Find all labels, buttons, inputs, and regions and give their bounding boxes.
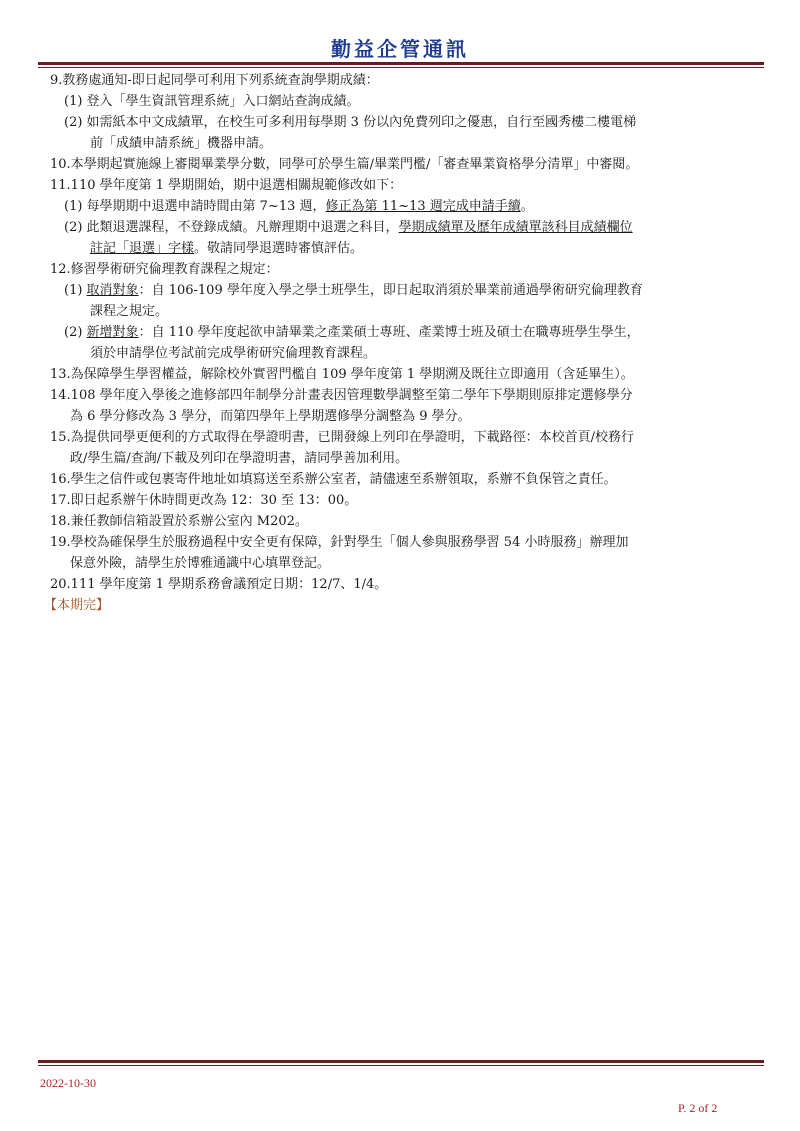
emphasis-text: 學期成績單及歷年成績單該科目成績欄位 xyxy=(398,220,633,235)
item-15: 15.為提供同學更便利的方式取得在學證明書，已開發線上列印在學證明，下載路徑：本校首頁/校務行 xyxy=(50,430,635,445)
footer-rule xyxy=(38,1060,764,1063)
newsletter-title: 勤益企管通訊 xyxy=(331,37,469,61)
item-11-sub-2: (2) 此類退選課程，不登錄成績。凡辦理期中退選之科目，學期成績單及歷年成績單該科目成績欄位 xyxy=(64,220,633,235)
item-10: 10.本學期起實施線上審閱畢業學分數，同學可於學生篇/畢業門檻/「審查畢業資格學分清單」中審閱。 xyxy=(50,157,639,172)
announcement-list xyxy=(44,70,762,616)
emphasis-text: 新增對象 xyxy=(86,325,139,340)
item-9-sub-2: (2) 如需紙本中文成績單，在校生可多利用每學期 3 份以內免費列印之優惠，自行至國秀樓二樓電梯 xyxy=(64,115,637,130)
item-11-sub-1: (1) 每學期期中退選申請時間由第 7~13 週，修正為第 11~13 週完成申請手續。 xyxy=(64,199,534,214)
item-18: 18.兼任教師信箱設置於系辦公室內 M202。 xyxy=(50,514,308,529)
item-17: 17.即日起系辦午休時間更改為 12：30 至 13：00。 xyxy=(50,493,358,508)
footer-date: 2022-10-30 xyxy=(40,1076,96,1090)
end-of-issue-mark: 【本期完】 xyxy=(44,598,110,613)
item-12-sub-2-cont: 須於申請學位考試前完成學術研究倫理教育課程。 xyxy=(90,346,377,361)
item-11: 11.110 學年度第 1 學期開始，期中退選相關規範修改如下： xyxy=(50,178,403,193)
item-12-sub-1-cont: 課程之規定。 xyxy=(90,304,169,319)
header-rule-thin xyxy=(38,67,764,68)
item-13: 13.為保障學生學習權益，解除校外實習門檻自 109 學年度第 1 學期溯及既往立即適用（含延畢生）。 xyxy=(50,367,634,382)
emphasis-text: 取消對象 xyxy=(86,283,139,298)
item-12-sub-2: (2) 新增對象：自 110 學年度起欲申請畢業之產業碩士專班、產業博士班及碩士在職專班學生學生， xyxy=(64,325,640,340)
footer-rule-thin xyxy=(38,1065,764,1066)
item-11-sub-2-cont: 註記「退選」字樣。敬請同學退選時審慎評估。 xyxy=(90,241,364,256)
item-9: 9.教務處通知-即日起同學可利用下列系統查詢學期成績： xyxy=(50,73,379,88)
item-12: 12.修習學術研究倫理教育課程之規定： xyxy=(50,262,279,277)
header-rule xyxy=(38,62,764,65)
item-19: 19.學校為確保學生於服務過程中安全更有保障，針對學生「個人參與服務學習 54 小時服務」辦理加 xyxy=(50,535,629,550)
item-16: 16.學生之信件或包裹寄件地址如填寫送至系辦公室者，請儘速至系辦領取，系辦不負保管之責任。 xyxy=(50,472,617,487)
emphasis-text: 註記「退選」字樣 xyxy=(90,241,195,256)
item-9-sub-1: (1) 登入「學生資訊管理系統」入口網站查詢成績。 xyxy=(64,94,360,109)
item-9-sub-2-cont: 前「成績申請系統」機器申請。 xyxy=(90,136,273,151)
item-12-sub-1: (1) 取消對象：自 106-109 學年度入學之學士班學生，即日起取消須於畢業前通過學術研究倫理教育 xyxy=(64,283,643,298)
page-number: P. 2 of 2 xyxy=(678,1101,718,1115)
emphasis-text: 修正為第 11~13 週完成申請手續 xyxy=(325,199,521,214)
item-20: 20.111 學年度第 1 學期系務會議預定日期：12/7、1/4。 xyxy=(50,577,388,592)
item-15-cont: 政/學生篇/查詢/下載及列印在學證明書，請同學善加利用。 xyxy=(70,451,409,466)
item-14: 14.108 學年度入學後之進修部四年制學分計畫表因管理數學調整至第二學年下學期則原排定選修學分 xyxy=(50,388,633,403)
item-14-cont: 為 6 學分修改為 3 學分，而第四學年上學期選修學分調整為 9 學分。 xyxy=(70,409,471,424)
item-19-cont: 保意外險，請學生於博雅通識中心填單登記。 xyxy=(70,556,331,571)
